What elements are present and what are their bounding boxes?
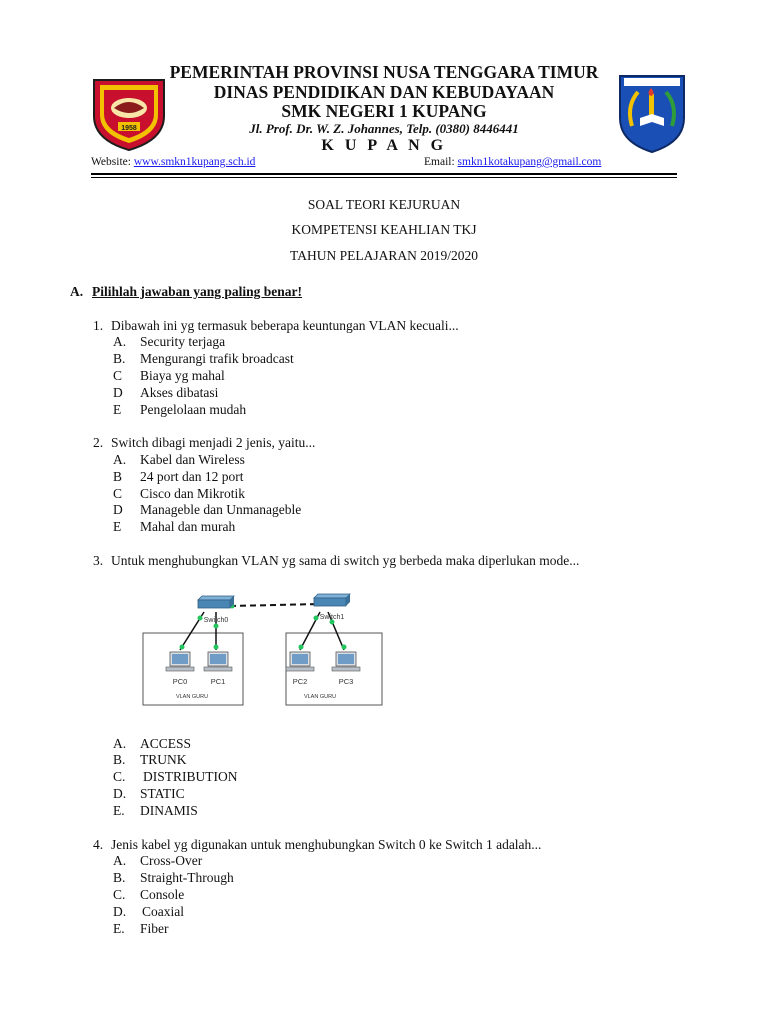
option-letter: E [113, 519, 122, 534]
option-letter: B. [113, 870, 126, 885]
link-light [299, 645, 304, 650]
website-link[interactable]: www.smkn1kupang.sch.id [133, 156, 256, 168]
option-text: Coaxial [142, 904, 184, 919]
option-text: Security terjaga [140, 334, 226, 349]
switch1-label: Switch1 [319, 614, 345, 621]
pc0-label: PC0 [172, 677, 188, 686]
website-label: Website: [91, 156, 131, 168]
network-topology-diagram [140, 588, 390, 708]
pc3-label: PC3 [338, 677, 354, 686]
email-line [424, 156, 601, 168]
option-letter: B. [113, 351, 126, 366]
option-letter: E. [113, 803, 125, 818]
section-heading [70, 284, 83, 300]
option-letter: E [113, 402, 122, 417]
link-light [180, 645, 185, 650]
letterhead-city: K U P A N G [321, 137, 447, 154]
option-letter: C. [113, 769, 126, 784]
option-text: Mengurangi trafik broadcast [140, 351, 294, 366]
option-letter: D. [113, 786, 127, 801]
option-letter: D. [113, 904, 127, 919]
option-letter: A. [113, 853, 127, 868]
option-text: DISTRIBUTION [143, 769, 238, 784]
option-text: ACCESS [140, 736, 192, 751]
section-instruction [92, 284, 302, 300]
section-instruction-text: Pilihlah jawaban yang paling benar! [92, 284, 303, 299]
pc1-icon [204, 652, 232, 671]
exam-title: SOAL TEORI KEJURUAN [307, 197, 461, 212]
email-link[interactable]: smkn1kotakupang@gmail.com [457, 156, 602, 168]
option-text: Straight-Through [140, 870, 234, 885]
option-letter: C [113, 486, 123, 501]
option-text: Cross-Over [140, 853, 203, 868]
question-number: 3. [93, 553, 104, 568]
option-letter: A. [113, 452, 127, 467]
option-text: Kabel dan Wireless [140, 452, 245, 467]
option-letter: C [113, 368, 123, 383]
website-line [91, 156, 255, 168]
header-divider-thin [91, 177, 677, 178]
option-text: Fiber [140, 921, 169, 936]
emblem-year: 1958 [121, 125, 137, 132]
question-text: Switch dibagi menjadi 2 jenis, yaitu... [111, 435, 316, 450]
question-text: Untuk menghubungkan VLAN yg sama di switch yg berbeda maka diperlukan mode... [111, 553, 580, 568]
letterhead-department: DINAS PENDIDIKAN DAN KEBUDAYAAN [213, 82, 555, 102]
switch1-icon [314, 594, 350, 606]
pc3-icon [332, 652, 360, 671]
option-letter: B [113, 469, 123, 484]
option-letter: D [113, 385, 123, 400]
option-text: STATIC [140, 786, 185, 801]
option-letter: B. [113, 752, 126, 767]
link-light [314, 616, 319, 621]
switch0-label: Switch0 [203, 617, 229, 624]
letterhead-school: SMK NEGERI 1 KUPANG [281, 101, 487, 121]
option-letter: A. [113, 736, 127, 751]
email-label: Email: [424, 156, 455, 168]
option-text: TRUNK [140, 752, 187, 767]
option-letter: D [113, 502, 123, 517]
option-text: Biaya yg mahal [140, 368, 225, 383]
switch-link [230, 604, 320, 606]
pc0-icon [166, 652, 194, 671]
exam-competency: KOMPETENSI KEAHLIAN TKJ [291, 222, 477, 237]
question-text: Dibawah ini yg termasuk beberapa keuntungan VLAN kecuali... [111, 318, 459, 333]
option-letter: E. [113, 921, 125, 936]
pc1-label: PC1 [210, 677, 226, 686]
option-text: 24 port dan 12 port [140, 469, 244, 484]
question-number: 1. [93, 318, 104, 333]
vlan-right-label: VLAN GURU [303, 694, 337, 700]
question-number: 4. [93, 837, 104, 852]
option-text: Pengelolaan mudah [140, 402, 247, 417]
link-light [214, 624, 219, 629]
pc2-icon [286, 652, 314, 671]
section-letter: A. [70, 284, 84, 299]
option-letter: C. [113, 887, 126, 902]
option-text: Console [140, 887, 185, 902]
option-text: Cisco dan Mikrotik [140, 486, 245, 501]
letterhead-address: Jl. Prof. Dr. W. Z. Johannes, Telp. (0380) 8446441 [249, 121, 519, 136]
link-light [198, 616, 203, 621]
exam-year: TAHUN PELAJARAN 2019/2020 [290, 248, 478, 263]
letterhead-province: PEMERINTAH PROVINSI NUSA TENGGARA TIMUR [169, 62, 599, 82]
link-light [214, 645, 219, 650]
option-text: Manageble dan Unmanageble [140, 502, 302, 517]
pc2-label: PC2 [292, 677, 308, 686]
option-text: Mahal dan murah [140, 519, 236, 534]
vlan-left-label: VLAN GURU [175, 694, 209, 700]
option-text: DINAMIS [140, 803, 198, 818]
question-text: Jenis kabel yg digunakan untuk menghubungkan Switch 0 ke Switch 1 adalah... [111, 837, 542, 852]
option-text: Akses dibatasi [140, 385, 219, 400]
switch0-icon [198, 596, 234, 608]
header-divider-thick [91, 173, 677, 175]
option-letter: A. [113, 334, 127, 349]
question-number: 2. [93, 435, 104, 450]
link-light [342, 645, 347, 650]
